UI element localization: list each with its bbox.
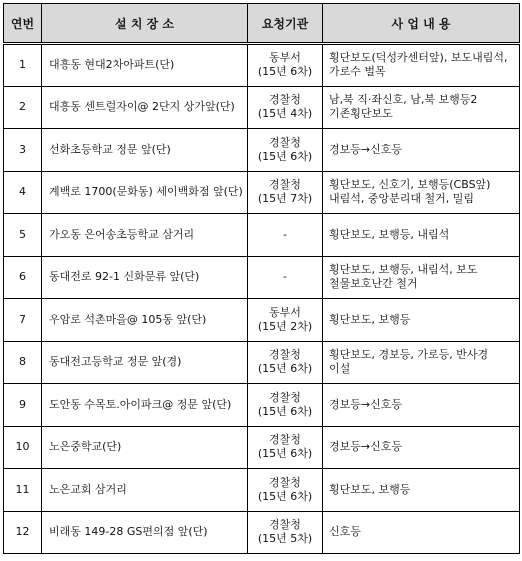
- content-cell: [323, 171, 520, 214]
- content-cell: [323, 426, 520, 469]
- header-no: 연번: [4, 4, 42, 44]
- location-cell: 계백로 1700(문화동) 세이백화점 앞(단): [42, 171, 248, 214]
- table-row: [4, 214, 520, 257]
- agency-line: 경찰청: [269, 348, 301, 362]
- header-content: 사 업 내 용: [323, 4, 520, 44]
- row-number: 3: [4, 129, 42, 172]
- agency-cell: [248, 299, 323, 342]
- agency-line: 동부서: [269, 51, 301, 65]
- agency-line: (15년 6차): [257, 489, 313, 503]
- table-row: [4, 384, 520, 427]
- table-row: [4, 44, 520, 87]
- row-number: 6: [4, 256, 42, 299]
- agency-line: (15년 5차): [257, 532, 313, 546]
- table-row: [4, 511, 520, 554]
- content-line: 횡단보도(덕성카센터앞), 보도내림석,: [329, 51, 508, 65]
- location-cell: 동대전고등학교 정문 앞(경): [42, 341, 248, 384]
- content-line: 기존횡단보도: [329, 107, 393, 121]
- agency-line: (15년 6차): [257, 149, 313, 163]
- agency-line: -: [283, 227, 287, 241]
- agency-line: 경찰청: [269, 475, 301, 489]
- location-cell: 노은중학교(단): [42, 426, 248, 469]
- agency-cell: [248, 469, 323, 512]
- table-row: [4, 341, 520, 384]
- content-cell: [323, 129, 520, 172]
- agency-cell: [248, 86, 323, 129]
- row-number: 11: [4, 469, 42, 512]
- content-cell: [323, 44, 520, 87]
- header-agency: 요청기관: [248, 4, 323, 44]
- header-location: 설 치 장 소: [42, 4, 248, 44]
- content-cell: [323, 384, 520, 427]
- agency-line: -: [283, 270, 287, 284]
- agency-cell: [248, 129, 323, 172]
- agency-cell: [248, 256, 323, 299]
- content-cell: [323, 299, 520, 342]
- content-line: 남,북 직·좌신호, 남,북 보행등2: [329, 93, 478, 107]
- agency-line: 경찰청: [269, 433, 301, 447]
- row-number: 12: [4, 511, 42, 554]
- location-cell: 비래동 149-28 GS편의점 앞(단): [42, 511, 248, 554]
- agency-cell: [248, 384, 323, 427]
- location-cell: 우암로 석촌마을@ 105동 앞(단): [42, 299, 248, 342]
- content-line: 가로수 벌목: [329, 65, 386, 79]
- agency-line: (15년 6차): [257, 362, 313, 376]
- row-number: 7: [4, 299, 42, 342]
- table-row: [4, 171, 520, 214]
- content-line: 횡단보도, 경보등, 가로등, 반사경: [329, 348, 489, 362]
- row-number: 8: [4, 341, 42, 384]
- agency-line: 동부서: [269, 305, 301, 319]
- location-cell: 가오동 은어송초등학교 삼거리: [42, 214, 248, 257]
- agency-line: 경찰청: [269, 93, 301, 107]
- location-cell: 대흥동 센트럴자이@ 2단지 상가앞(단): [42, 86, 248, 129]
- agency-line: (15년 6차): [257, 404, 313, 418]
- table-row: [4, 129, 520, 172]
- agency-line: (15년 6차): [257, 65, 313, 79]
- table-row: [4, 426, 520, 469]
- row-number: 2: [4, 86, 42, 129]
- table-row: [4, 299, 520, 342]
- content-line: 내림석, 중앙분리대 철거, 밀림: [329, 192, 474, 206]
- content-cell: [323, 469, 520, 512]
- content-cell: [323, 511, 520, 554]
- content-line: 경보등→신호등: [329, 142, 402, 156]
- agency-line: (15년 4차): [257, 107, 313, 121]
- project-table: [3, 3, 520, 554]
- row-number: 1: [4, 44, 42, 87]
- agency-cell: [248, 171, 323, 214]
- agency-line: (15년 7차): [257, 192, 313, 206]
- header-row: [4, 4, 520, 44]
- agency-line: 경찰청: [269, 178, 301, 192]
- agency-cell: [248, 341, 323, 384]
- content-cell: [323, 341, 520, 384]
- table-row: [4, 469, 520, 512]
- location-cell: 도안동 수목토.아이파크@ 정문 앞(단): [42, 384, 248, 427]
- content-line: 경보등→신호등: [329, 440, 402, 454]
- row-number: 9: [4, 384, 42, 427]
- agency-line: (15년 2차): [257, 319, 313, 333]
- location-cell: 대흥동 현대2차아파트(단): [42, 44, 248, 87]
- content-line: 횡단보도, 보행등: [329, 482, 411, 496]
- content-line: 횡단보도, 신호기, 보행등(CBS앞): [329, 178, 491, 192]
- row-number: 5: [4, 214, 42, 257]
- table-row: [4, 256, 520, 299]
- agency-line: (15년 6차): [257, 447, 313, 461]
- content-line: 횡단보도, 보행등, 내림석: [329, 227, 450, 241]
- location-cell: 선화초등학교 정문 앞(단): [42, 129, 248, 172]
- row-number: 10: [4, 426, 42, 469]
- content-line: 철물보호난간 철거: [329, 277, 418, 291]
- location-cell: 노은교회 삼거리: [42, 469, 248, 512]
- agency-line: 경찰청: [269, 518, 301, 532]
- agency-cell: [248, 511, 323, 554]
- content-line: 이설: [329, 362, 351, 376]
- content-cell: [323, 214, 520, 257]
- content-cell: [323, 256, 520, 299]
- location-cell: 동대전로 92-1 신화문류 앞(단): [42, 256, 248, 299]
- agency-line: 경찰청: [269, 135, 301, 149]
- agency-cell: [248, 44, 323, 87]
- content-line: 횡단보도, 보행등: [329, 312, 411, 326]
- agency-cell: [248, 426, 323, 469]
- row-number: 4: [4, 171, 42, 214]
- agency-line: 경찰청: [269, 390, 301, 404]
- content-line: 신호등: [329, 525, 361, 539]
- table-row: [4, 86, 520, 129]
- content-cell: [323, 86, 520, 129]
- content-line: 횡단보도, 보행등, 내림석, 보도: [329, 263, 478, 277]
- content-line: 경보등→신호등: [329, 397, 402, 411]
- agency-cell: [248, 214, 323, 257]
